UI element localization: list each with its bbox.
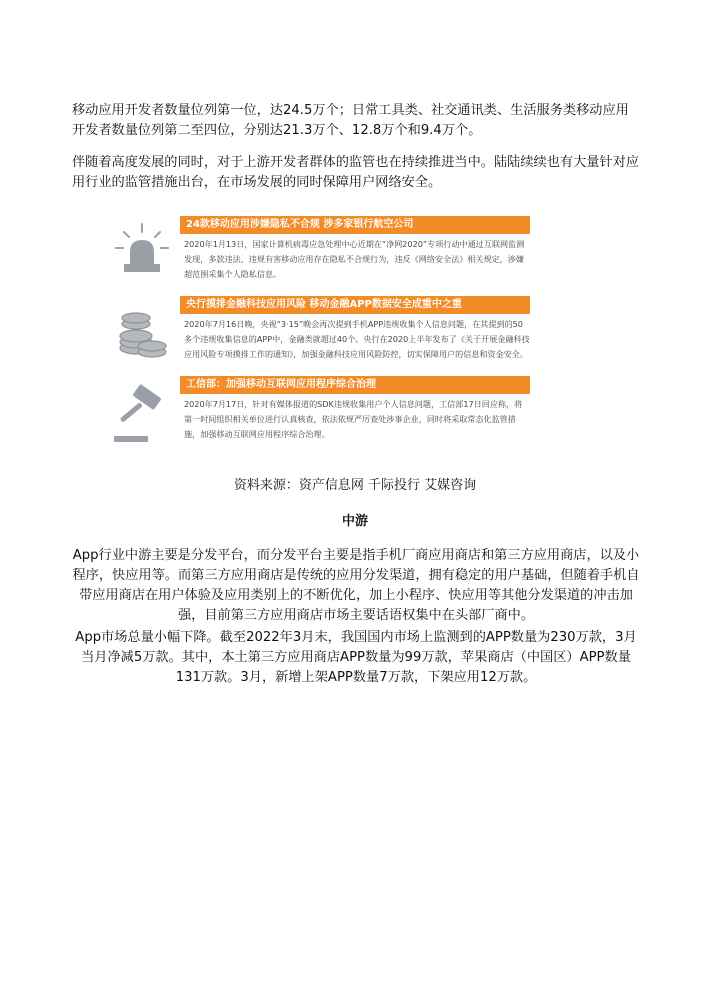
body-paragraph: 移动应用开发者数量位列第一位，达24.5万个；日常工具类、社交通讯类、生活服务类移动应用开发者数量位列第二至四位，分别达21.3万个、12.8万个和9.4万个。 bbox=[72, 103, 629, 138]
item-body: 2020年7月17日，针对有媒体报道的SDK违规收集用户个人信息问题，工信部17日回应称，将第一时间组织相关单位进行认真核查，依法依规严厉查处涉事企业，同时将采取常态化监管措施，加强移动互联网应用程序综合治理。 bbox=[184, 399, 523, 439]
coins-icon bbox=[108, 304, 176, 368]
item-title: 工信部：加强移动互联网应用程序综合治理 bbox=[180, 376, 530, 394]
regulation-item bbox=[180, 216, 530, 282]
body-paragraph: 伴随着高度发展的同时，对于上游开发者群体的监管也在持续推进当中。陆陆续续也有大量针对应用行业的监管措施出台，在市场发展的同时保障用户网络安全。 bbox=[72, 155, 640, 190]
figure-caption: 资料来源：资产信息网 千际投行 艾媒咨询 bbox=[233, 478, 477, 493]
item-title: 央行摸排金融科技应用风险 移动金融APP数据安全成重中之重 bbox=[180, 296, 530, 314]
regulation-item bbox=[180, 376, 530, 442]
item-body: 2020年1月13日，国家计算机病毒应急处理中心近期在“净网2020”专项行动中通过互联网监测发现，多款违法、违规有害移动应用存在隐私不合规行为，违反《网络安全法》相关规定，涉嫌超范围采集个人隐私信息。 bbox=[184, 239, 525, 279]
item-title: 24款移动应用涉嫌隐私不合规 涉多家银行航空公司 bbox=[180, 216, 530, 234]
regulation-figure bbox=[108, 212, 530, 456]
body-paragraph: App行业中游主要是分发平台，而分发平台主要是指手机厂商应用商店和第三方应用商店，以及小程序，快应用等。而第三方应用商店是传统的应用分发渠道，拥有稳定的用户基础，但随着手机自带应用商店在用户体验及应用类别上的不断优化，加上小程序、快应用等其他分发渠道的冲击加强，目前第三方应用商店市场主要话语权集中在头部厂商中。 bbox=[72, 548, 640, 623]
regulation-item bbox=[180, 296, 530, 362]
alarm-light-icon bbox=[108, 218, 176, 282]
gavel-icon bbox=[108, 384, 176, 448]
item-body: 2020年7月16日晚，央视“3·15”晚会再次提到手机APP违规收集个人信息问题，在其提到的50多个违规收集信息的APP中，金融类就超过40个。央行在2020上半年发布了《关于开展金融科技应用风险专项摸排工作的通知》，加强金融科技应用风险防控，切实保障用户的信息和资金安全。 bbox=[184, 319, 530, 359]
body-paragraph: App市场总量小幅下降。截至2022年3月末，我国国内市场上监测到的APP数量为230万款，3月当月净减5万款。其中，本土第三方应用商店APP数量为99万款，苹果商店（中国区）APP数量131万款。3月，新增上架APP数量7万款，下架应用12万款。 bbox=[75, 630, 637, 685]
section-heading: 中游 bbox=[341, 514, 368, 529]
